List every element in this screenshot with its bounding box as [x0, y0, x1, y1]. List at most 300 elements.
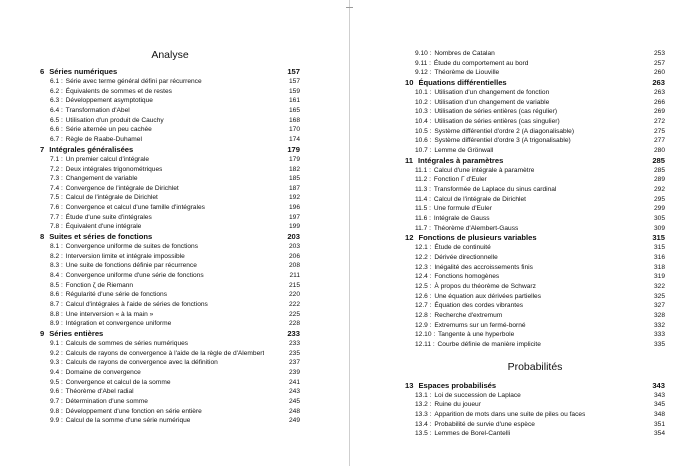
section-number: 6.4 :: [50, 107, 65, 115]
section-number: 11.4 :: [415, 195, 433, 203]
section-number: 8.1 :: [50, 243, 65, 251]
section-page-number: 260: [653, 69, 665, 77]
section-number: 12.3 :: [415, 263, 434, 271]
section-page-number: 318: [653, 263, 665, 271]
section-number: 12.9 :: [415, 321, 434, 329]
section-number: 9.4 :: [50, 369, 65, 377]
section-number: 13.1 :: [415, 391, 434, 399]
section-number: 8.5 :: [50, 281, 65, 289]
section-title: Étude du comportement au bord: [433, 59, 529, 67]
section-number: 11.5 :: [415, 205, 433, 213]
toc-section-entry[interactable]: [40, 96, 300, 106]
section-label: [415, 88, 549, 98]
toc-section-entry[interactable]: [405, 253, 665, 263]
toc-chapter-entry[interactable]: [40, 232, 300, 242]
toc-chapter-entry[interactable]: [405, 156, 665, 166]
section-label: [50, 125, 152, 135]
section-page-number: 241: [288, 378, 300, 386]
toc-section-entry[interactable]: [40, 387, 300, 397]
chapter-page-number: 157: [287, 67, 300, 76]
section-page-number: 174: [288, 136, 300, 144]
spine-marker: [346, 7, 353, 8]
section-title: Changement de variable: [65, 175, 138, 183]
section-number: 7.4 :: [50, 184, 65, 192]
section-number: 12.10 :: [415, 331, 437, 339]
section-label: [50, 87, 172, 97]
section-label: [50, 358, 218, 368]
section-page-number: 325: [653, 292, 665, 300]
section-page-number: 280: [653, 146, 665, 154]
section-page-number: 295: [653, 195, 665, 203]
section-label: [50, 135, 142, 145]
section-label: [415, 166, 534, 176]
section-number: 12.7 :: [415, 302, 434, 310]
section-title: Calculs de rayons de convergence à l'aide de la règle de d'Alembert: [65, 349, 265, 357]
section-page-number: 332: [653, 321, 665, 329]
section-label: [415, 272, 499, 282]
section-page-number: 335: [653, 340, 665, 348]
toc-section-entry[interactable]: [405, 292, 665, 302]
section-label: [50, 165, 162, 175]
section-label: [50, 281, 133, 291]
section-page-number: 215: [288, 281, 300, 289]
chapter-page-number: 285: [652, 155, 665, 165]
section-page-number: 225: [288, 310, 300, 318]
toc-section-entry[interactable]: [40, 310, 300, 320]
section-page-number: 161: [288, 97, 300, 105]
chapter-title: Fonctions de plusieurs variables: [418, 233, 537, 243]
chapter-label: [405, 78, 507, 88]
section-page-number: 345: [653, 401, 665, 409]
toc-section-entry[interactable]: [405, 98, 665, 108]
section-label: [415, 282, 536, 292]
section-page-number: 243: [288, 388, 300, 396]
section-title: Calcul de la somme d'une série numérique: [65, 417, 191, 425]
section-label: [415, 321, 526, 331]
toc-section-entry[interactable]: [405, 224, 665, 234]
section-number: 12.5 :: [415, 283, 434, 291]
toc-section-entry[interactable]: [40, 77, 300, 87]
section-label: [415, 107, 557, 117]
toc-section-entry[interactable]: [40, 416, 300, 426]
chapter-label: [405, 381, 496, 391]
section-page-number: 343: [653, 391, 665, 399]
section-label: [50, 300, 208, 310]
toc-section-entry[interactable]: [405, 49, 665, 59]
section-number: 8.9 :: [50, 320, 65, 328]
chapter-title: Séries entières: [49, 328, 104, 338]
chapter-number: 13: [405, 380, 414, 390]
toc-section-entry[interactable]: [405, 68, 665, 78]
section-page-number: 196: [288, 204, 300, 212]
section-number: 9.8 :: [50, 407, 65, 415]
chapter-title: Espaces probabilisés: [418, 380, 497, 390]
section-label: [415, 214, 490, 224]
section-label: [50, 222, 141, 232]
section-number: 7.7 :: [50, 213, 65, 221]
section-title: Deux intégrales trigonométriques: [65, 165, 163, 173]
section-page-number: 285: [653, 166, 665, 174]
section-title: Ruine du joueur: [434, 401, 481, 409]
section-label: [50, 310, 153, 320]
section-title: Utilisation d'un produit de Cauchy: [65, 116, 164, 124]
section-label: [415, 301, 523, 311]
chapter-page-number: 263: [652, 77, 665, 87]
toc-section-entry[interactable]: [40, 349, 300, 359]
section-page-number: 235: [288, 349, 300, 357]
section-page-number: 316: [653, 254, 665, 262]
toc-chapter-entry[interactable]: [40, 145, 300, 155]
section-page-number: 237: [288, 359, 300, 367]
toc-section-entry[interactable]: [40, 397, 300, 407]
section-number: 6.3 :: [50, 97, 65, 105]
section-number: 8.3 :: [50, 262, 65, 270]
section-number: 8.6 :: [50, 291, 65, 299]
toc-section-entry[interactable]: [40, 106, 300, 116]
toc-section-entry[interactable]: [405, 166, 665, 176]
toc-section-entry[interactable]: [405, 204, 665, 214]
toc-section-entry[interactable]: [40, 368, 300, 378]
section-page-number: 203: [288, 243, 300, 251]
section-number: 10.7 :: [415, 146, 434, 154]
section-number: 6.7 :: [50, 136, 65, 144]
right-page: [405, 49, 665, 439]
section-title: Intégrale de Gauss: [433, 214, 490, 222]
left-toc: [40, 67, 300, 426]
section-label: [50, 96, 153, 106]
section-number: 10.4 :: [415, 118, 434, 126]
section-label: [50, 378, 171, 388]
section-label: [50, 261, 197, 271]
section-label: [415, 185, 556, 195]
section-number: 9.11 :: [415, 59, 433, 67]
section-page-number: 266: [653, 98, 665, 106]
section-title: Développement d'une fonction en série entière: [65, 407, 202, 415]
section-label: [415, 391, 521, 401]
section-title: Convergence et calcul de la somme: [65, 378, 171, 386]
section-label: [50, 349, 264, 359]
toc-section-entry[interactable]: [405, 330, 665, 340]
section-title: Courbe définie de manière implicite: [437, 340, 541, 348]
section-title: Calcul d'une intégrale à paramètre: [433, 166, 535, 174]
section-label: [50, 242, 198, 252]
section-label: [50, 184, 179, 194]
toc-section-entry[interactable]: [40, 165, 300, 175]
section-label: [50, 116, 164, 126]
section-page-number: 319: [653, 273, 665, 281]
toc-section-entry[interactable]: [40, 407, 300, 417]
toc-section-entry[interactable]: [40, 339, 300, 349]
toc-section-entry[interactable]: [405, 243, 665, 253]
toc-section-entry[interactable]: [40, 116, 300, 126]
section-title: Système différentiel d'ordre 2 (A diagonalisable): [434, 127, 575, 135]
section-page-number: 192: [288, 194, 300, 202]
section-number: 10.2 :: [415, 98, 434, 106]
section-label: [415, 311, 502, 321]
section-title: Probabilité de survie d'une espèce: [434, 420, 535, 428]
toc-section-entry[interactable]: [40, 300, 300, 310]
toc-section-entry[interactable]: [405, 301, 665, 311]
section-label: [50, 203, 205, 213]
section-page-number: 327: [653, 302, 665, 310]
section-number: 7.2 :: [50, 165, 65, 173]
section-page-number: 248: [288, 407, 300, 415]
toc-section-entry[interactable]: [40, 358, 300, 368]
toc-section-entry[interactable]: [40, 87, 300, 97]
section-number: 10.6 :: [415, 137, 434, 145]
section-page-number: 322: [653, 283, 665, 291]
section-page-number: 179: [288, 155, 300, 163]
section-number: 10.5 :: [415, 127, 434, 135]
toc-section-entry[interactable]: [405, 391, 665, 401]
section-page-number: 182: [288, 165, 300, 173]
toc-chapter-entry[interactable]: [405, 381, 665, 391]
toc-section-entry[interactable]: [405, 311, 665, 321]
toc-chapter-entry[interactable]: [405, 233, 665, 243]
section-label: [415, 410, 585, 420]
section-number: 9.2 :: [50, 349, 65, 357]
section-label: [415, 400, 481, 410]
toc-section-entry[interactable]: [405, 146, 665, 156]
toc-section-entry[interactable]: [40, 290, 300, 300]
section-title: Fonction Γ d'Euler: [433, 176, 487, 184]
toc-section-entry[interactable]: [40, 125, 300, 135]
toc-section-entry[interactable]: [40, 193, 300, 203]
section-title: Série avec terme général défini par récurrence: [65, 78, 202, 86]
section-title: Recherche d'extremum: [434, 311, 503, 319]
section-page-number: 222: [288, 301, 300, 309]
section-title: Calcul de l'intégrale de Dirichlet: [433, 195, 526, 203]
section-label: [415, 195, 526, 205]
section-title: Équation des cordes vibrantes: [434, 302, 524, 310]
section-number: 12.6 :: [415, 292, 434, 300]
toc-section-entry[interactable]: [405, 321, 665, 331]
toc-section-entry[interactable]: [40, 135, 300, 145]
section-number: 11.7 :: [415, 224, 433, 232]
section-title: Détermination d'une somme: [65, 397, 148, 405]
section-label: [415, 146, 493, 156]
section-label: [50, 252, 185, 262]
toc-section-entry[interactable]: [40, 252, 300, 262]
toc-section-entry[interactable]: [405, 185, 665, 195]
toc-section-entry[interactable]: [40, 222, 300, 232]
section-number: 6.1 :: [50, 78, 65, 86]
section-number: 9.9 :: [50, 417, 65, 425]
section-title: Domaine de convergence: [65, 369, 141, 377]
section-number: 6.6 :: [50, 126, 65, 134]
section-title: Théorème d'Abel radial: [65, 388, 134, 396]
section-title: Fonction ζ de Riemann: [65, 281, 134, 289]
section-title: Une interversion « à la main »: [65, 310, 154, 318]
section-title: Convergence uniforme d'une série de fonctions: [65, 272, 204, 280]
section-title: Une équation aux dérivées partielles: [434, 292, 542, 300]
section-number: 7.6 :: [50, 204, 65, 212]
toc-section-entry[interactable]: [405, 429, 665, 439]
section-title: Dérivée directionnelle: [434, 254, 498, 262]
section-page-number: 351: [653, 420, 665, 428]
section-title: Calculs de sommes de séries numériques: [65, 340, 189, 348]
section-number: 13.3 :: [415, 410, 434, 418]
chapter-page-number: 343: [652, 380, 665, 390]
section-title: Tangente à une hyperbole: [438, 331, 515, 339]
section-title: Apparition de mots dans une suite de piles ou faces: [434, 410, 586, 418]
section-page-number: 211: [289, 272, 300, 280]
section-label: [50, 271, 204, 281]
section-title: Interversion limite et intégrale impossible: [65, 252, 185, 260]
chapter-number: 7: [40, 144, 45, 154]
chapter-label: [40, 67, 117, 77]
toc-section-entry[interactable]: [405, 59, 665, 69]
continued-sections: [405, 49, 665, 78]
toc-section-entry[interactable]: [405, 136, 665, 146]
chapter-number: 10: [405, 77, 414, 87]
chapter-label: [40, 232, 152, 242]
chapter-number: 11: [405, 155, 414, 165]
section-page-number: 263: [653, 89, 665, 97]
toc-section-entry[interactable]: [40, 378, 300, 388]
section-label: [415, 68, 499, 78]
section-page-number: 165: [288, 107, 300, 115]
toc-section-entry[interactable]: [40, 261, 300, 271]
section-page-number: 157: [288, 78, 300, 86]
section-title: Équivalents de sommes et de restes: [65, 87, 172, 95]
section-title: Intégration et convergence uniforme: [65, 320, 172, 328]
toc-section-entry[interactable]: [405, 214, 665, 224]
toc-section-entry[interactable]: [405, 410, 665, 420]
section-page-number: 170: [288, 126, 300, 134]
section-title: Calcul d'intégrales à l'aide de séries de fonctions: [65, 301, 208, 309]
section-label: [415, 340, 541, 350]
toc-section-entry[interactable]: [405, 117, 665, 127]
section-number: 9.3 :: [50, 359, 65, 367]
chapter-label: [40, 329, 103, 339]
section-number: 13.5 :: [415, 430, 434, 438]
section-label: [50, 193, 158, 203]
toc-section-entry[interactable]: [405, 420, 665, 430]
section-page-number: 228: [288, 320, 300, 328]
toc-chapter-entry[interactable]: [405, 78, 665, 88]
section-number: 11.1 :: [415, 166, 433, 174]
section-label: [50, 407, 202, 417]
section-number: 13.2 :: [415, 401, 434, 409]
toc-section-entry[interactable]: [405, 107, 665, 117]
chapter-title: Suites et séries de fonctions: [49, 231, 153, 241]
section-label: [415, 127, 574, 137]
chapter-label: [40, 145, 133, 155]
section-title: À propos du théorème de Schwarz: [434, 283, 536, 291]
part-title: Analyse: [151, 49, 189, 61]
section-label: [50, 416, 190, 426]
section-page-number: 305: [653, 214, 665, 222]
section-title: Transformation d'Abel: [65, 107, 130, 115]
section-page-number: 239: [288, 369, 300, 377]
section-page-number: 299: [653, 205, 665, 213]
section-number: 8.4 :: [50, 272, 65, 280]
section-label: [50, 387, 134, 397]
section-page-number: 208: [288, 262, 300, 270]
section-title: Système différentiel d'ordre 3 (A trigonalisable): [434, 137, 571, 145]
section-number: 8.8 :: [50, 310, 65, 318]
toc-section-entry[interactable]: [405, 195, 665, 205]
toc-section-entry[interactable]: [40, 213, 300, 223]
toc-chapter-entry[interactable]: [40, 329, 300, 339]
section-title: Étude de continuité: [434, 244, 491, 252]
section-number: 13.4 :: [415, 420, 434, 428]
section-title: Étude d'une suite d'intégrales: [65, 213, 152, 221]
toc-section-entry[interactable]: [40, 155, 300, 165]
section-title: Nombres de Catalan: [434, 50, 495, 57]
section-title: Développement asymptotique: [65, 97, 153, 105]
toc-section-entry[interactable]: [40, 242, 300, 252]
toc-section-entry[interactable]: [40, 184, 300, 194]
toc-section-entry[interactable]: [405, 88, 665, 98]
section-page-number: 206: [288, 252, 300, 260]
chapter-number: 8: [40, 231, 45, 241]
section-number: 7.3 :: [50, 175, 65, 183]
chapter-page-number: 315: [652, 233, 665, 243]
toc-section-entry[interactable]: [40, 281, 300, 291]
section-label: [415, 175, 487, 185]
section-label: [50, 319, 171, 329]
section-page-number: 315: [653, 244, 665, 252]
toc-section-entry[interactable]: [40, 319, 300, 329]
toc-section-entry[interactable]: [40, 174, 300, 184]
part-title-probabilites: Probabilités: [507, 360, 563, 373]
section-label: [50, 290, 167, 300]
section-page-number: 289: [653, 176, 665, 184]
toc-section-entry[interactable]: [405, 272, 665, 282]
section-title: Équivalent d'une intégrale: [65, 223, 142, 231]
section-number: 6.2 :: [50, 87, 65, 95]
toc-section-entry[interactable]: [405, 175, 665, 185]
section-title: Lemme de Grönwall: [434, 146, 494, 154]
section-title: Convergence de l'intégrale de Dirichlet: [65, 184, 179, 192]
section-number: 9.5 :: [50, 378, 65, 386]
part2-toc: [405, 381, 665, 439]
section-number: 8.7 :: [50, 301, 65, 309]
section-page-number: 159: [288, 87, 300, 95]
section-number: 10.1 :: [415, 89, 434, 97]
section-number: 11.3 :: [415, 186, 433, 194]
toc-section-entry[interactable]: [405, 282, 665, 292]
section-title: Convergence uniforme de suites de fonctions: [65, 243, 198, 251]
section-title: Série alternée un peu cachée: [65, 126, 152, 134]
section-number: 9.1 :: [50, 340, 65, 348]
section-page-number: 333: [653, 331, 665, 339]
section-label: [415, 330, 514, 340]
chapter-page-number: 203: [287, 231, 300, 241]
section-label: [50, 368, 141, 378]
toc-section-entry[interactable]: [40, 271, 300, 281]
section-page-number: 220: [288, 291, 300, 299]
toc-section-entry[interactable]: [405, 400, 665, 410]
chapter-number: 9: [40, 328, 45, 338]
section-title: Utilisation d'un changement de variable: [434, 98, 550, 106]
toc-section-entry[interactable]: [405, 340, 665, 350]
toc-section-entry[interactable]: [40, 203, 300, 213]
toc-section-entry[interactable]: [405, 263, 665, 273]
toc-chapter-entry[interactable]: [40, 67, 300, 77]
book-spine: [349, 0, 350, 466]
section-label: [415, 204, 492, 214]
section-number: 7.5 :: [50, 194, 65, 202]
chapter-number: 6: [40, 67, 45, 76]
section-label: [50, 174, 138, 184]
toc-section-entry[interactable]: [405, 127, 665, 137]
chapter-label: [405, 156, 503, 166]
section-page-number: 197: [288, 213, 300, 221]
section-number: 6.5 :: [50, 116, 65, 124]
